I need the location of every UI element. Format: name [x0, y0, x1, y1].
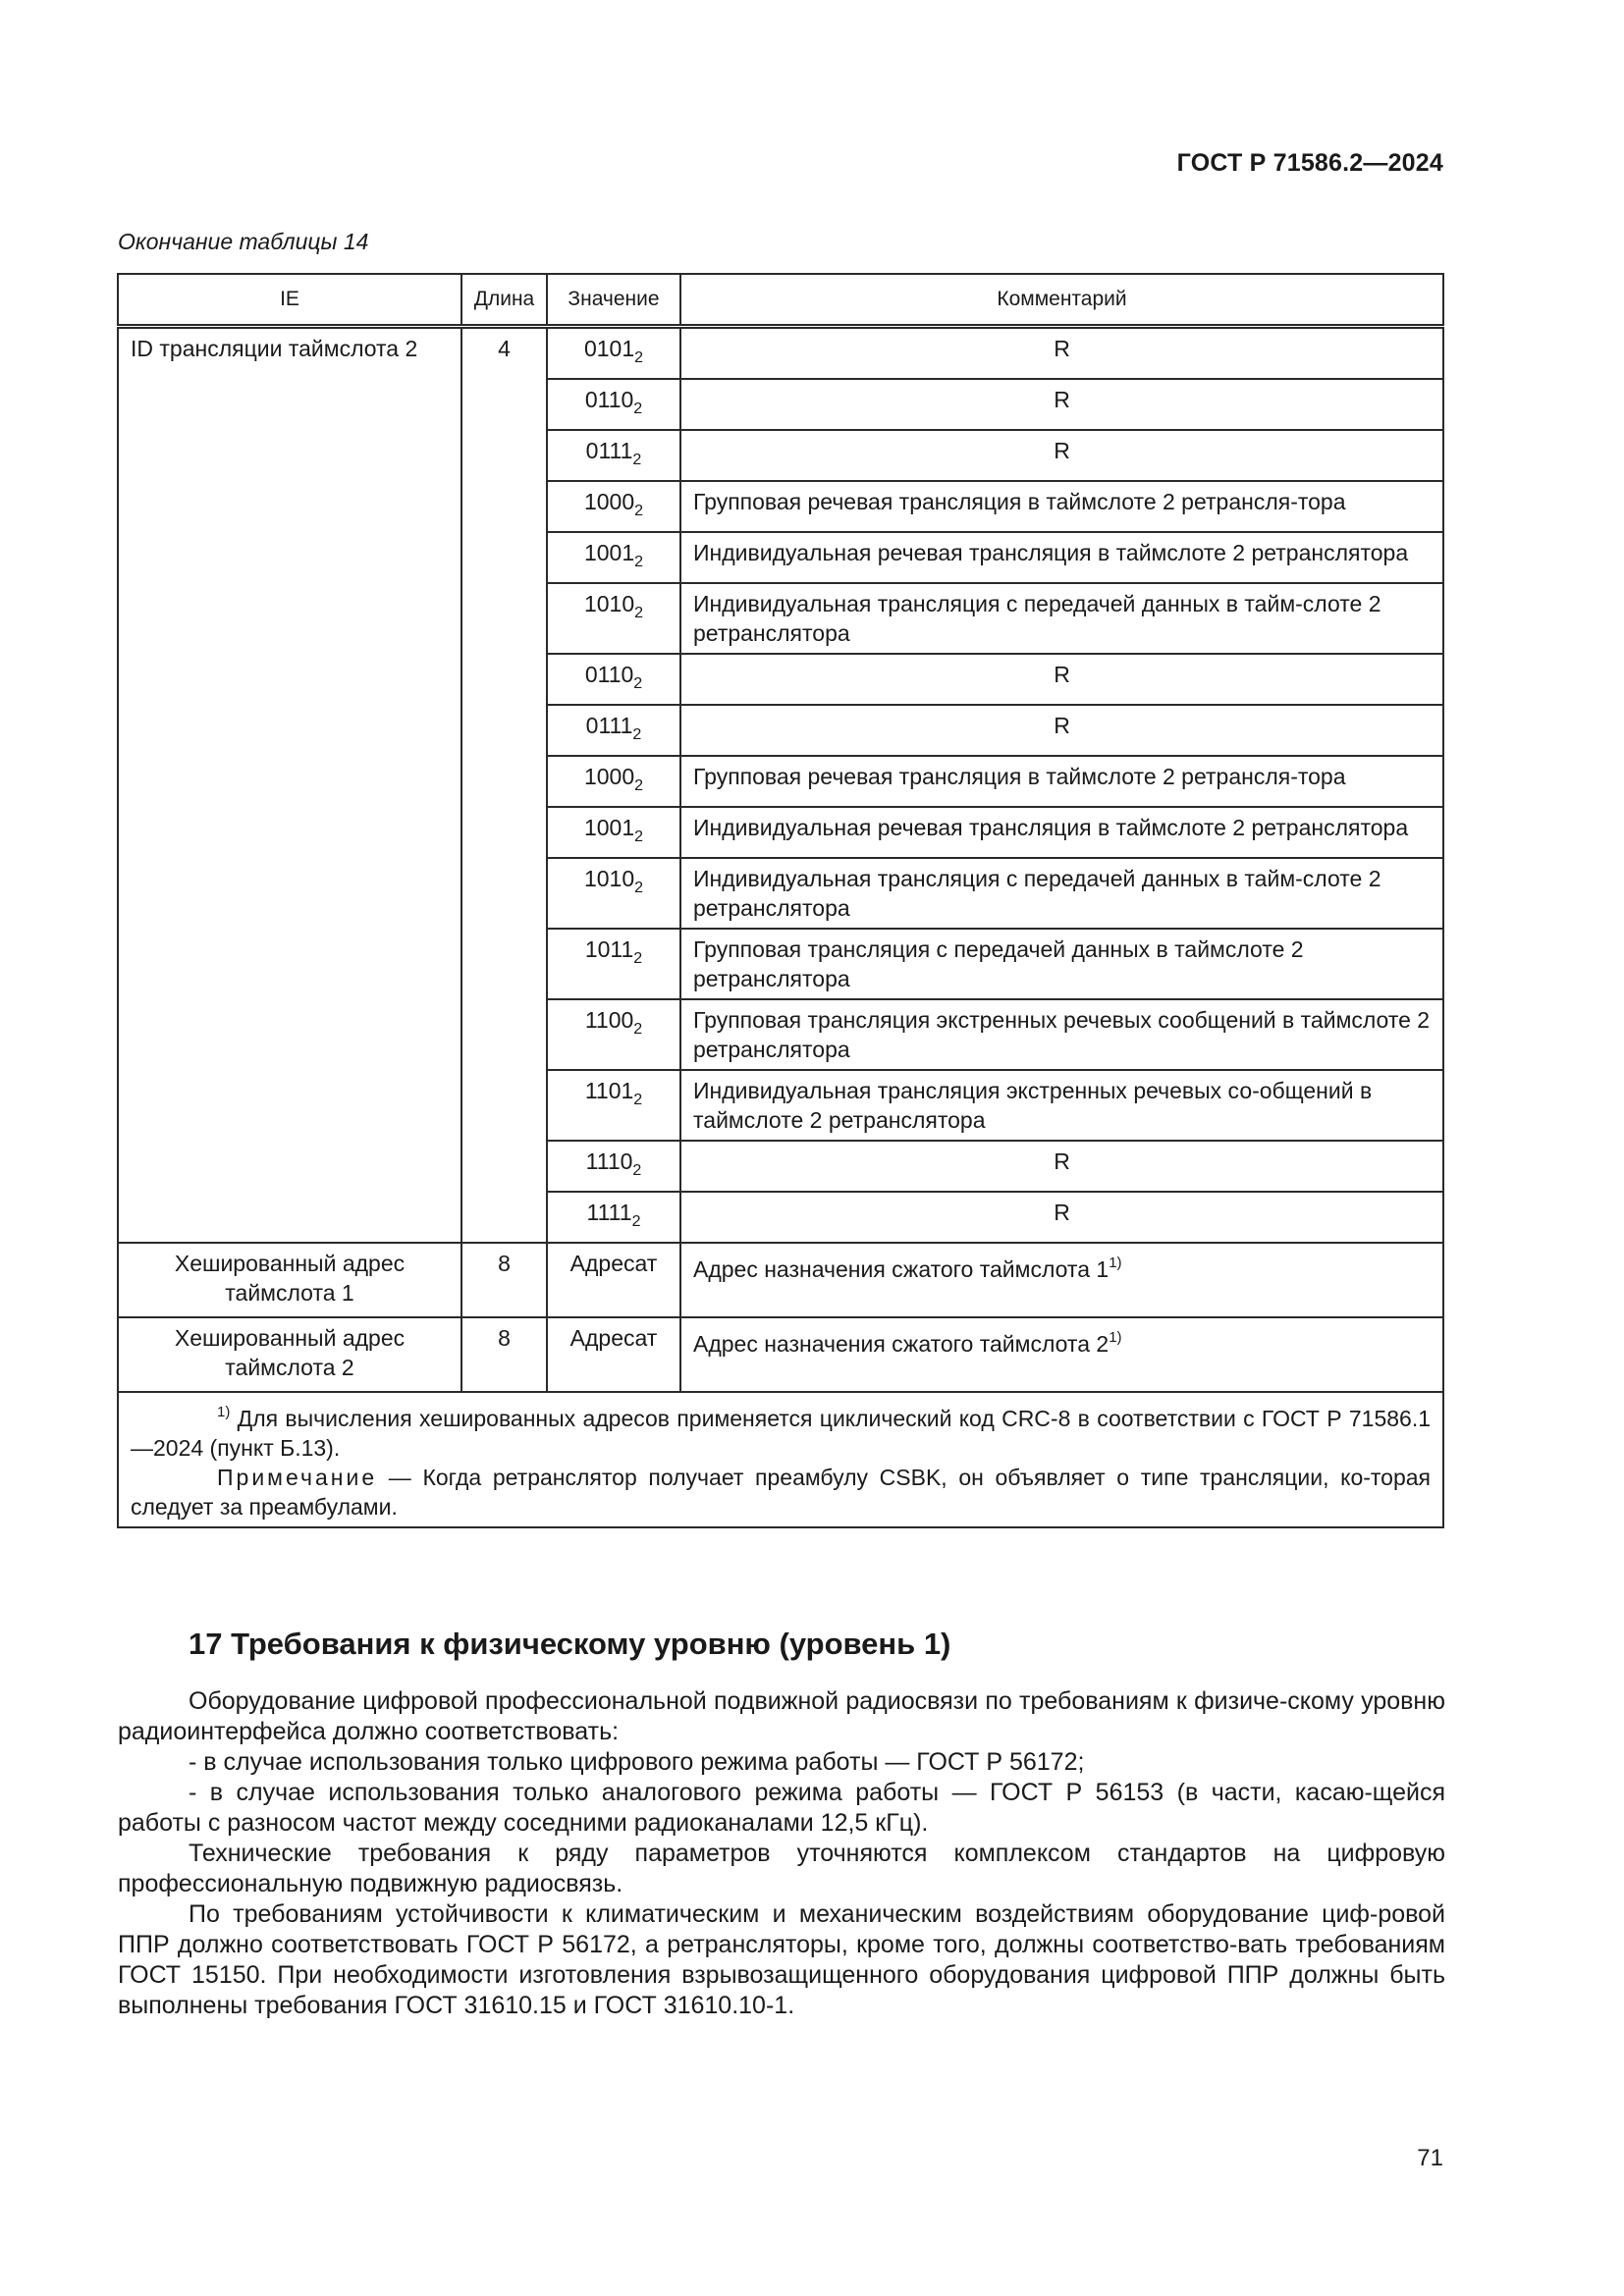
column-header-comment: Комментарий	[680, 274, 1443, 327]
footnote-mark: 1)	[1109, 1255, 1122, 1271]
column-header-value: Значение	[547, 274, 680, 327]
comment-cell: Групповая трансляция экстренных речевых сообщений в таймслоте 2 ретранслятора	[680, 999, 1443, 1070]
table-row	[118, 1243, 1443, 1317]
value-cell: $1010_2$	[547, 583, 680, 654]
comment-cell: Индивидуальная речевая трансляция в таймслоте 2 ретранслятора	[680, 532, 1443, 583]
footnote-mark: 1)	[1109, 1329, 1122, 1346]
value-cell: $1111_2$	[547, 1192, 680, 1243]
table-row	[118, 1317, 1443, 1392]
comment-cell: R	[680, 430, 1443, 481]
comment-cell: Индивидуальная трансляция с передачей данных в тайм-слоте 2 ретранслятора	[680, 858, 1443, 929]
comment-cell: Групповая речевая трансляция в таймслоте 2 ретрансля-тора	[680, 756, 1443, 807]
value-cell: $1001_2$	[547, 807, 680, 858]
value-cell: $0110_2$	[547, 654, 680, 705]
table-footer-row	[118, 1392, 1443, 1527]
paragraph: По требованиям устойчивости к климатическим и механическим воздействиям оборудование циф-ровой ППР должно соответствовать ГОСТ Р 56172, а ретрансляторы, кроме того, должны соответство-вать требованиям ГОСТ 15150. При необходимости изготовления взрывозащищенного оборудования цифровой ППР должны быть выполнены требования ГОСТ 31610.15 и ГОСТ 31610.10-1.	[118, 1900, 1445, 2019]
length-cell: 8	[461, 1243, 547, 1317]
length-cell: 8	[461, 1317, 547, 1392]
comment-cell: Адрес назначения сжатого таймслота 2$^{1)}$	[680, 1317, 1443, 1392]
comment-cell: Групповая трансляция с передачей данных в таймслоте 2 ретранслятора	[680, 929, 1443, 999]
ie-name-cell: Хешированный адрес таймслота 2	[118, 1317, 461, 1392]
ie-name-cell: ID трансляции таймслота 2	[118, 327, 461, 1244]
comment-cell: R	[680, 1141, 1443, 1192]
value-cell: $0111_2$	[547, 430, 680, 481]
comment-cell: Индивидуальная трансляция с передачей данных в тайм-слоте 2 ретранслятора	[680, 583, 1443, 654]
comment-cell: Групповая речевая трансляция в таймслоте 2 ретрансля-тора	[680, 481, 1443, 532]
list-item: - в случае использования только цифрового режима работы — ГОСТ Р 56172;	[189, 1748, 1085, 1776]
comment-cell: Индивидуальная трансляция экстренных речевых со-общений в таймслоте 2 ретранслятора	[680, 1070, 1443, 1141]
page-number: 71	[1417, 2145, 1443, 2171]
table-caption: Окончание таблицы 14	[118, 229, 369, 254]
value-cell: $1010_2$	[547, 858, 680, 929]
value-cell: $1101_2$	[547, 1070, 680, 1141]
comment-cell: R	[680, 327, 1443, 380]
value-cell: $1000_2$	[547, 756, 680, 807]
column-header-length: Длина	[461, 274, 547, 327]
value-cell: $1011_2$	[547, 929, 680, 999]
table-header-row	[118, 274, 1443, 327]
section-heading: 17 Требования к физическому уровню (уровень 1)	[189, 1627, 951, 1661]
value-cell: $1100_2$	[547, 999, 680, 1070]
list-item: - в случае использования только аналогового режима работы — ГОСТ Р 56153 (в части, касаю-щейся работы с разносом частот между соседними радиоканалами 12,5 кГц).	[118, 1779, 1445, 1837]
value-cell: $0110_2$	[547, 379, 680, 430]
value-cell: $1001_2$	[547, 532, 680, 583]
table-note: Примечание — Когда ретранслятор получает преамбулу CSBK, он объявляет о типе трансляции, ко-торая следует за преамбулами.	[131, 1465, 1431, 1520]
comment-cell: Адрес назначения сжатого таймслота 1$^{1)}$	[680, 1243, 1443, 1317]
table-row	[118, 327, 1443, 380]
document-number: ГОСТ Р 71586.2—2024	[1176, 149, 1443, 177]
comment-cell: Индивидуальная речевая трансляция в таймслоте 2 ретранслятора	[680, 807, 1443, 858]
column-header-ie: IE	[118, 274, 461, 327]
value-cell: Адресат	[547, 1317, 680, 1392]
value-cell: $0111_2$	[547, 705, 680, 756]
paragraph: Оборудование цифровой профессиональной подвижной радиосвязи по требованиям к физиче-скому уровню радиоинтерфейса должно соответствовать:	[118, 1687, 1445, 1745]
value-cell: $1000_2$	[547, 481, 680, 532]
table-footnote: $^{1)}$ Для вычисления хешированных адресов применяется циклический код CRC-8 в соответствии с ГОСТ Р 71586.1—2024 (пункт Б.13).	[131, 1404, 1431, 1461]
comment-cell: R	[680, 654, 1443, 705]
paragraph: Технические требования к ряду параметров уточняются комплексом стандартов на цифровую профессиональную подвижную радиосвязь.	[118, 1840, 1445, 1897]
comment-cell: R	[680, 705, 1443, 756]
comment-cell: R	[680, 1192, 1443, 1243]
length-cell: 4	[461, 327, 547, 1244]
ie-table	[117, 273, 1444, 1528]
value-cell: $0101_2$	[547, 327, 680, 380]
ie-name-cell: Хешированный адрес таймслота 1	[118, 1243, 461, 1317]
section-body	[118, 1686, 1445, 2021]
table-notes	[118, 1392, 1443, 1527]
value-cell: $1110_2$	[547, 1141, 680, 1192]
comment-cell: R	[680, 379, 1443, 430]
value-cell: Адресат	[547, 1243, 680, 1317]
